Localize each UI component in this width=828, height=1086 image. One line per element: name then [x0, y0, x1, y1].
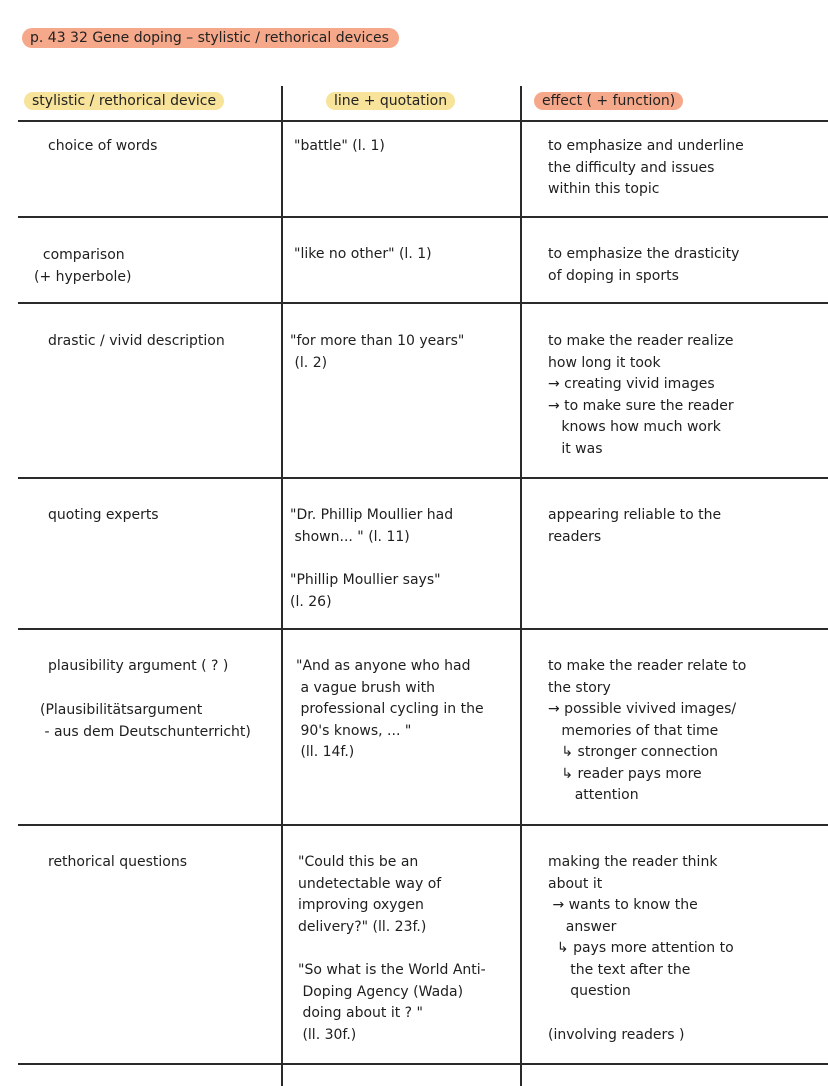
- table-cell-effect-note: (involving readers ): [548, 1027, 685, 1043]
- table-cell-device-note: (Plausibilitätsargument - aus dem Deutschunterricht): [40, 702, 251, 740]
- table-cell-quotation-secondary: "Phillip Moullier says" (l. 26): [290, 572, 441, 610]
- table-cell-device: plausibility argument ( ? ): [48, 658, 229, 674]
- row-divider: [18, 120, 828, 122]
- table-cell-quotation: "Could this be an undetectable way of improving oxygen delivery?" (ll. 23f.): [298, 854, 442, 935]
- table-cell-device: quoting experts: [48, 507, 159, 523]
- table-cell-effect: to emphasize and underline the difficulty and issues within this topic: [548, 138, 744, 197]
- table-cell-quotation: "like no other" (l. 1): [294, 246, 432, 262]
- table-cell-device: choice of words: [48, 138, 158, 154]
- table-cell-effect: to emphasize the drasticity of doping in sports: [548, 246, 740, 284]
- table-cell-effect: appearing reliable to the readers: [548, 507, 722, 545]
- table-cell-quotation: "And as anyone who had a vague brush with professional cycling in the 90's knows, ... " (ll. 14f.): [296, 658, 484, 760]
- column-header-device: stylistic / rethorical device: [24, 92, 224, 110]
- table-cell-effect: to make the reader relate to the story → possible vivived images/ memories of that time ↳ stronger connection ↳ reader pays more attention: [548, 658, 747, 803]
- row-divider: [18, 477, 828, 479]
- row-divider: [18, 824, 828, 826]
- row-divider: [18, 628, 828, 630]
- table-cell-effect: to make the reader realize how long it took → creating vivid images → to make sure the reader knows how much work it was: [548, 333, 734, 457]
- column-header-effect: effect ( + function): [534, 92, 683, 110]
- table-cell-device: rethorical questions: [48, 854, 188, 870]
- table-cell-quotation: "for more than 10 years" (l. 2): [290, 333, 465, 371]
- row-divider: [18, 1063, 828, 1065]
- row-divider: [18, 302, 828, 304]
- table-cell-quotation: "battle" (l. 1): [294, 138, 385, 154]
- table-cell-device: drastic / vivid description: [48, 333, 225, 349]
- table-cell-device: comparison (+ hyperbole): [34, 247, 132, 285]
- table-cell-quotation-secondary: "So what is the World Anti- Doping Agency (Wada) doing about it ? " (ll. 30f.): [298, 962, 486, 1043]
- row-divider: [18, 216, 828, 218]
- column-divider: [520, 86, 522, 1086]
- page-title: p. 43 32 Gene doping – stylistic / rethorical devices: [22, 28, 399, 48]
- table-cell-effect: making the reader think about it → wants to know the answer ↳ pays more attention to the text after the question: [548, 854, 734, 999]
- table-cell-quotation: "Dr. Phillip Moullier had shown... " (l. 11): [290, 507, 454, 545]
- column-divider: [281, 86, 283, 1086]
- column-header-quotation: line + quotation: [326, 92, 455, 110]
